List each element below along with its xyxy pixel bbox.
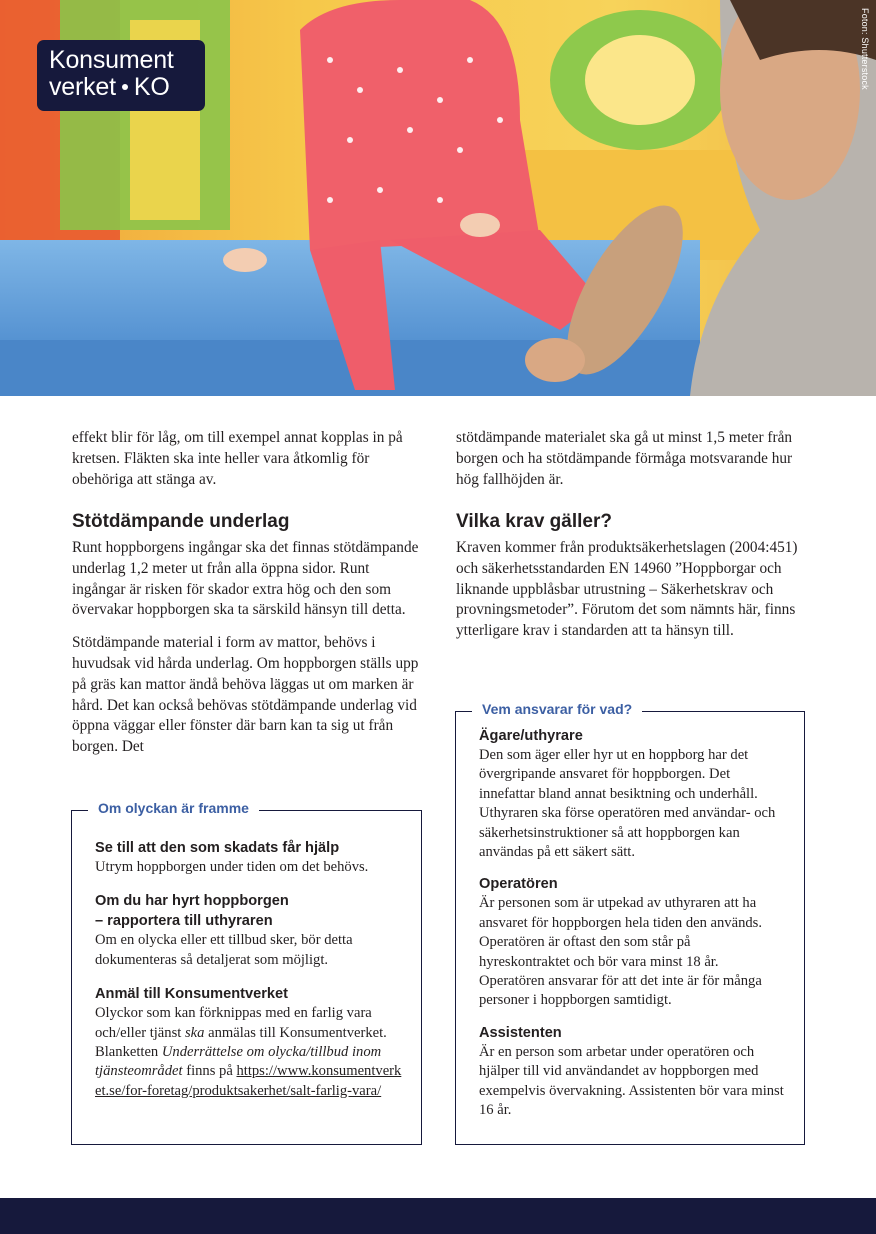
accident-s3-text-c: finns på [182, 1063, 233, 1080]
logo-line-2 [49, 74, 205, 101]
konsumentverket-logo [37, 40, 205, 111]
konsumentverket-link[interactable]: https://www.konsumentverket.se/for-foretag/produktsakerhet/salt-farlig-vara/ [95, 1063, 402, 1099]
left-para-1: Runt hoppborgens ingångar ska det finnas stötdämpande underlag 1,2 meter ut från alla öppna sidor. Runt ingångar är risken för skador extra hög och den som övervakar hoppborgen ska ta särskild hänsyn till detta. [72, 539, 419, 619]
left-para-2: Stötdämpande material i form av mattor, behövs i huvudsak vid hårda underlag. Om hoppborgen ställs upp på gräs kan mattor ändå behöva läggas ut om marken är hård. Det kan också behövas stötdämpande underlag vid öppna väggar eller fönster där barn kan ta sig ut från borgen. Det [72, 634, 419, 756]
resp-r1-text: Den som äger eller hyr ut en hoppborg har det övergripande ansvaret för hoppborgen. Det innefattar bland annat besiktning och underhåll. Uthyraren ska förse operatören med användar- och säkerhetsinstruktioner så att hoppborgen kan användas på ett säkert sätt. [479, 747, 776, 861]
accident-box-title: Om olyckan är framme [88, 800, 259, 816]
logo-line-1: Konsument [49, 46, 174, 74]
accident-s3-text-em: ska [184, 1024, 205, 1041]
accident-s2-text: Om en olycka eller ett tillbud sker, bör detta dokumenteras så detaljerat som möjligt. [95, 932, 353, 968]
resp-r1-heading: Ägare/uthyrare [479, 728, 583, 744]
accident-s1-text: Utrym hoppborgen under tiden om det behövs. [95, 859, 369, 875]
left-intro-text: effekt blir för låg, om till exempel annat kopplas in på kretsen. Fläkten ska inte heller vara åtkomlig för obehöriga att stänga av. [72, 429, 403, 488]
accident-s2-heading-2: – rapportera till uthyraren [95, 913, 273, 930]
right-column [456, 428, 808, 642]
left-column [72, 428, 422, 758]
resp-r2-heading: Operatören [479, 876, 558, 893]
accident-s3-text-b: anmälas till Konsumentverket. Blanketten [95, 1024, 387, 1061]
footer-bar [0, 1198, 876, 1234]
accident-s3-heading: Anmäl till Konsumentverket [95, 986, 289, 1003]
responsibility-box-title: Vem ansvarar för vad? [472, 701, 642, 717]
accident-s3-text-a: Olyckor som kan förknippas med en farlig vara och/eller tjänst [95, 1005, 372, 1041]
resp-r2-text: Är personen som är utpekad av uthyraren att ha ansvaret för hoppborgen hela tiden den används. Operatören är oftast den som står på hyreskontraktet och bör vara minst 18 år. Operatören ansvarar för att det inte är för många personer i hoppborgen samtidigt. [479, 895, 763, 1009]
accident-box [71, 800, 422, 1145]
accident-s2-heading-1: Om du har hyrt hoppborgen [95, 893, 289, 910]
heading-vilka-krav: Vilka krav gäller? [456, 511, 612, 532]
accident-form-name: Underrättelse om olycka/tillbud inom tjänsteområdet [95, 1044, 382, 1080]
photo-credit: Foton: Shutterstock [860, 8, 870, 90]
resp-r3-text: Är en person som arbetar under operatören och hjälper till vid användandet av hoppborgen med exempelvis övervakning. Assistenten bör vara minst 16 år. [479, 1043, 784, 1119]
accident-s3-text [95, 1004, 403, 1101]
resp-r3-heading: Assistenten [479, 1024, 562, 1041]
right-intro-text: stötdämpande materialet ska gå ut minst 1,5 meter från borgen och ha stötdämpande förmåga motsvarande hur hög fallhöjden är. [456, 429, 793, 488]
logo-dot-icon [122, 84, 128, 90]
logo-line-2-left: verket [49, 73, 116, 101]
responsibility-box [455, 701, 805, 1145]
right-para-1: Kraven kommer från produktsäkerhetslagen (2004:451) och säkerhetsstandarden EN 14960 ”Hoppborgar och liknande uppblåsbar utrustning – Säkerhetskrav och provningsmetoder”. Förutom det som nämnts här, finns ytterligare krav i standarden att ta hänsyn till. [456, 539, 798, 640]
accident-s1-heading: Se till att den som skadats får hjälp [95, 840, 340, 856]
logo-line-2-right: KO [133, 73, 170, 101]
heading-stotdampande: Stötdämpande underlag [72, 511, 290, 532]
